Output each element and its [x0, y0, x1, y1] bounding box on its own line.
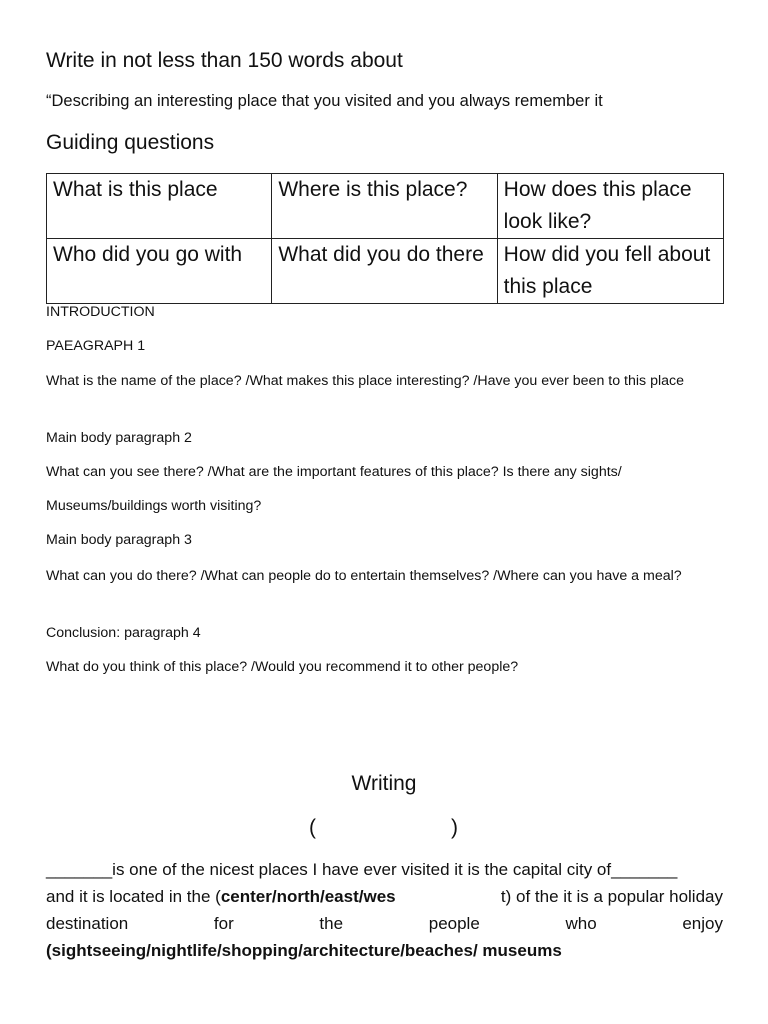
guiding-questions-heading: Guiding questions: [46, 131, 215, 154]
template-word: the: [319, 914, 344, 933]
template-word: for: [213, 914, 234, 933]
template-word: enjoy: [682, 914, 723, 933]
table-cell: Where is this place?: [272, 174, 497, 239]
paragraph-2-questions-line1: What can you see there? /What are the important features of this place? Is there any sights/: [46, 464, 622, 480]
table-cell: What is this place: [47, 174, 272, 239]
paragraph-4-label: Conclusion: paragraph 4: [46, 625, 201, 641]
table-cell: What did you do there: [272, 239, 497, 304]
table-cell: Who did you go with: [47, 239, 272, 304]
topic-subtitle: “Describing an interesting place that you visited and you always remember it: [46, 92, 603, 110]
table-row: [47, 239, 724, 304]
template-line-2-text-a: and it is located in the (: [46, 887, 221, 906]
template-word: people: [428, 914, 480, 933]
table-row: [47, 174, 724, 239]
paragraph-2-label: Main body paragraph 2: [46, 430, 192, 446]
writing-template-paragraph: [46, 856, 723, 964]
title-paren-open: (: [309, 816, 316, 839]
introduction-label: INTRODUCTION: [46, 304, 155, 320]
template-word: who: [565, 914, 597, 933]
template-line-2-text-b: t) of the it is a popular holiday: [500, 887, 723, 906]
template-line-1: _______is one of the nicest places I have ever visited it is the capital city of_______: [46, 860, 678, 879]
page-title: Write in not less than 150 words about: [46, 49, 403, 72]
paragraph-2-questions-line2: Museums/buildings worth visiting?: [46, 498, 262, 514]
template-line-2: [46, 883, 723, 910]
paragraph-4-questions: What do you think of this place? /Would you recommend it to other people?: [46, 659, 519, 675]
paragraph-3-label: Main body paragraph 3: [46, 532, 192, 548]
template-activity-options: (sightseeing/nightlife/shopping/architecture/beaches/ museums: [46, 941, 562, 960]
table-cell: How did you fell about this place: [497, 239, 723, 304]
guiding-questions-table: [46, 173, 724, 304]
template-line-2-options: center/north/east/wes: [220, 887, 396, 906]
table-cell: How does this place look like?: [497, 174, 723, 239]
paragraph-1-label: PAEAGRAPH 1: [46, 338, 146, 354]
title-paren-close: ): [451, 816, 458, 839]
paragraph-3-questions: What can you do there? /What can people do to entertain themselves? /Where can you have a meal?: [46, 568, 682, 584]
paragraph-1-questions: What is the name of the place? /What makes this place interesting? /Have you ever been to this place: [46, 373, 684, 389]
template-line-3: [46, 910, 723, 937]
template-line-4: [46, 937, 723, 964]
template-word: destination: [46, 914, 129, 933]
writing-heading: Writing: [351, 772, 417, 795]
